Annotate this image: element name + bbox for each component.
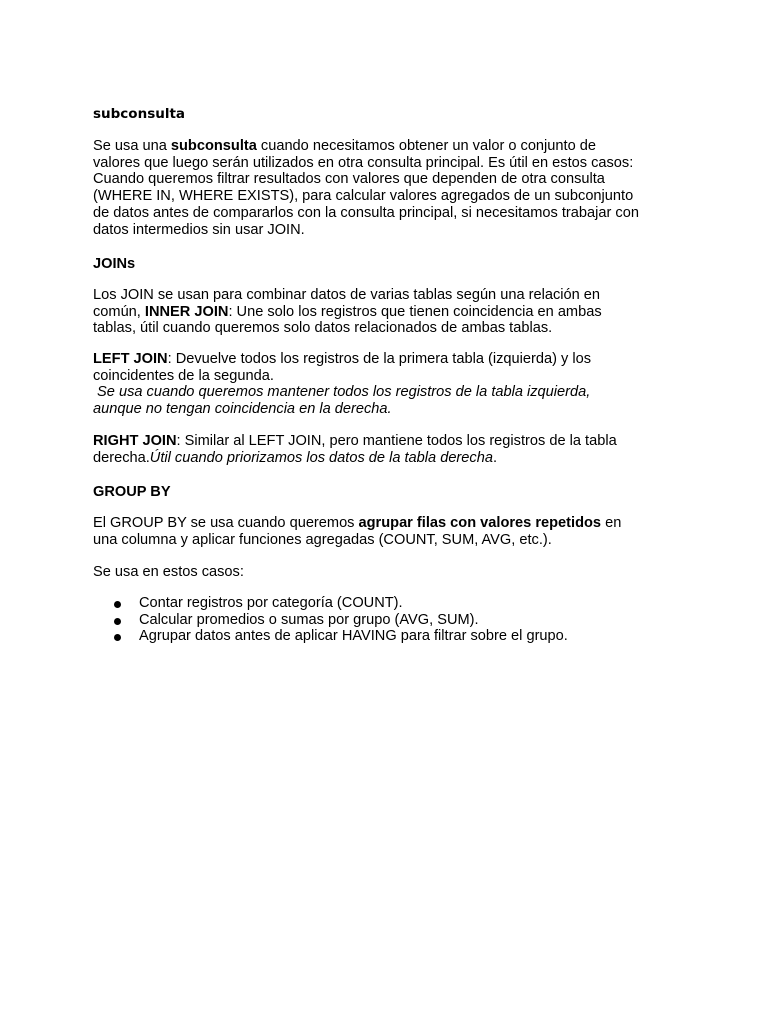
left-join-line-3: Se usa cuando queremos mantener todos los registros de la tabla izquierda, bbox=[93, 384, 591, 401]
subconsulta-line-3: Cuando queremos filtrar resultados con valores que dependen de otra consulta bbox=[93, 171, 605, 188]
bullet-icon bbox=[114, 634, 121, 641]
left-join-line-4: aunque no tengan coincidencia en la derecha. bbox=[93, 401, 392, 418]
joins-line-3: tablas, útil cuando queremos solo datos relacionados de ambas tablas. bbox=[93, 320, 553, 337]
left-join-paragraph bbox=[93, 351, 683, 418]
left-join-line-2: coincidentes de la segunda. bbox=[93, 367, 274, 384]
group-by-heading: GROUP BY bbox=[93, 484, 171, 500]
subconsulta-line-1: Se usa una subconsulta cuando necesitamos obtener un valor o conjunto de bbox=[93, 138, 596, 154]
list-item: Contar registros por categoría (COUNT). bbox=[93, 595, 568, 612]
subconsulta-line-5: de datos antes de compararlos con la consulta principal, si necesitamos trabajar con bbox=[93, 204, 639, 221]
group-by-line-2: una columna y aplicar funciones agregadas (COUNT, SUM, AVG, etc.). bbox=[93, 531, 552, 548]
group-by-paragraph bbox=[93, 515, 683, 548]
subconsulta-line-4: (WHERE IN, WHERE EXISTS), para calcular valores agregados de un subconjunto bbox=[93, 188, 634, 205]
group-by-line-1: El GROUP BY se usa cuando queremos agrupar filas con valores repetidos en bbox=[93, 515, 622, 531]
cases-list bbox=[93, 595, 568, 645]
right-join-paragraph bbox=[93, 433, 683, 466]
list-item: Calcular promedios o sumas por grupo (AVG, SUM). bbox=[93, 612, 568, 629]
joins-line-2: común, INNER JOIN: Une solo los registros que tienen coincidencia en ambas bbox=[93, 303, 602, 320]
joins-paragraph bbox=[93, 287, 683, 337]
right-join-line-1: RIGHT JOIN: Similar al LEFT JOIN, pero mantiene todos los registros de la tabla bbox=[93, 433, 617, 449]
bullet-icon bbox=[114, 601, 121, 608]
bullet-icon bbox=[114, 618, 121, 625]
subconsulta-heading: subconsulta bbox=[93, 106, 186, 122]
joins-heading: JOINs bbox=[93, 256, 136, 272]
subconsulta-paragraph bbox=[93, 138, 683, 238]
list-item: Agrupar datos antes de aplicar HAVING para filtrar sobre el grupo. bbox=[93, 628, 568, 645]
joins-line-1: Los JOIN se usan para combinar datos de varias tablas según una relación en bbox=[93, 287, 601, 303]
right-join-line-2: derecha.Útil cuando priorizamos los datos de la tabla derecha. bbox=[93, 449, 498, 466]
subconsulta-line-2: valores que luego serán utilizados en otra consulta principal. Es útil en estos casos: bbox=[93, 154, 634, 171]
subconsulta-line-6: datos intermedios sin usar JOIN. bbox=[93, 221, 305, 238]
left-join-line-1: LEFT JOIN: Devuelve todos los registros de la primera tabla (izquierda) y los bbox=[93, 351, 592, 367]
cases-intro: Se usa en estos casos: bbox=[93, 564, 244, 580]
